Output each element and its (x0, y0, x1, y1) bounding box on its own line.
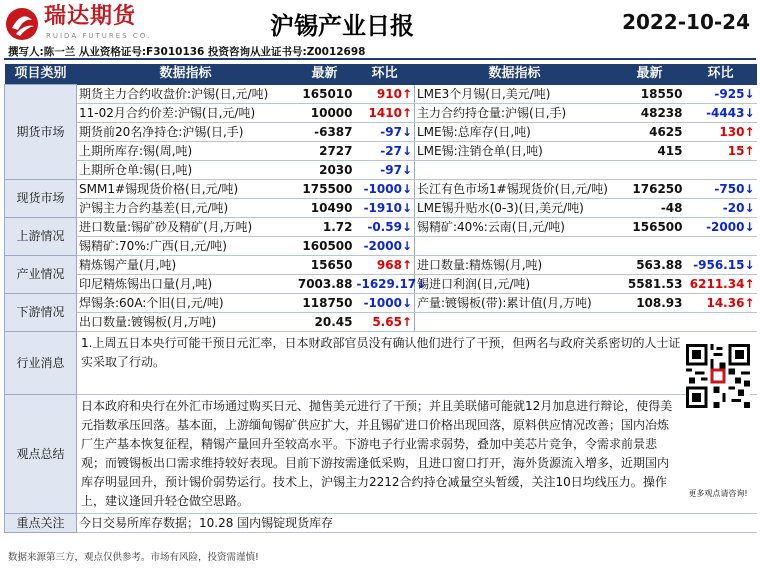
empty-cell (685, 312, 757, 331)
indicator-name: 上期所仓单:锡(日,吨) (77, 160, 295, 179)
indicator-value: 165010 (295, 85, 355, 104)
indicator-name: 进口数量:精炼锡(月,吨) (415, 255, 615, 274)
table-row (5, 293, 757, 312)
indicator-name: 精炼锡产量(月,吨) (77, 255, 295, 274)
indicator-value: 176250 (615, 179, 685, 198)
data-table (4, 64, 757, 533)
indicator-value: -48 (615, 198, 685, 217)
table-row (5, 274, 757, 293)
category-news: 行业消息 (5, 331, 77, 394)
table-row (5, 160, 757, 179)
indicator-name: 锡精矿:40%:云南(日,元/吨) (415, 217, 615, 236)
indicator-change: -1000↓ (355, 179, 415, 198)
empty-cell (415, 312, 615, 331)
table-row (5, 122, 757, 141)
empty-cell (415, 160, 615, 179)
indicator-value: 1.72 (295, 217, 355, 236)
empty-cell (415, 236, 615, 255)
table-row (5, 198, 757, 217)
focus-text: 今日交易所库存数据；10.28 国内锡锭现货库存 (77, 513, 757, 532)
indicator-name: LME锡:总库存(日,吨) (415, 122, 615, 141)
indicator-value: 4625 (615, 122, 685, 141)
indicator-change: -0.59↓ (355, 217, 415, 236)
indicator-change: -2000↓ (355, 236, 415, 255)
logo-name: 瑞达期货 (44, 4, 137, 29)
indicator-change: -27↓ (355, 141, 415, 160)
indicator-name: 长江有色市场1#锡现货价(日,元/吨) (415, 179, 615, 198)
indicator-name: 期货主力合约收盘价:沪锡(日,元/吨) (77, 85, 295, 104)
view-row (5, 394, 757, 513)
category-upstream: 上游情况 (5, 217, 77, 255)
news-text: 1.上周五日本央行可能干预日元汇率，日本财政部官员没有确认他们进行了干预，但两名与政府关系密切的人士证实采取了行动。 (77, 331, 685, 394)
indicator-name: 锡进口利润(日,元/吨) (415, 274, 615, 293)
indicator-value: 10000 (295, 103, 355, 122)
indicator-change: 5.65↑ (355, 312, 415, 331)
indicator-change: -2000↓ (685, 217, 757, 236)
indicator-name: 主力合约持仓量:沪锡(日,手) (415, 103, 615, 122)
logo-english: RUIDA FUTURES CO. (46, 32, 152, 40)
indicator-value: 563.88 (615, 255, 685, 274)
indicator-value: 2727 (295, 141, 355, 160)
ruida-logo-icon (4, 6, 40, 42)
header-latest-2: 最新 (615, 64, 685, 85)
header-change-2: 环比 (685, 64, 757, 85)
indicator-change: -97↓ (355, 122, 415, 141)
indicator-name: 焊锡条:60A:个旧(日,元/吨) (77, 293, 295, 312)
indicator-value: 15650 (295, 255, 355, 274)
indicator-change: -750↓ (685, 179, 757, 198)
category-focus: 重点关注 (5, 513, 77, 532)
news-row (5, 331, 757, 394)
indicator-change: -1629.17↓ (355, 274, 415, 293)
disclaimer-footer: 数据来源第三方，观点仅供参考。市场有风险，投资需谨慎! (8, 552, 259, 563)
indicator-name: 沪锡主力合约基差(日,元/吨) (77, 198, 295, 217)
indicator-change: -1910↓ (355, 198, 415, 217)
indicator-change: 968↑ (355, 255, 415, 274)
indicator-name: LME锡:注销仓单(日,吨) (415, 141, 615, 160)
view-text: 日本政府和央行在外汇市场通过购买日元、抛售美元进行了干预；并且美联储可能就12月加息进行辩论，使得美元指数承压回落。基本面，上游缅甸锡矿供应扩大，并且锡矿进口价格出现回落，原料供应情况改善；国内冶炼厂生产基本恢复征程，精锡产量回升至较高水平。下游电子行业需求弱势，叠加中美芯片竞争，令需求前景悲观；而镀锡板出口需求维持较好表现。目前下游按需逢低采购，且进口窗口打开，海外货源流入增多，近期国内库存明显回升，预计锡价弱势运行。技术上，沪锡主力2212合约持仓减量空头暂缓，关注10日均线压力。操作上，建议逢回升轻仓做空思路。 (77, 394, 685, 513)
indicator-value: 48238 (615, 103, 685, 122)
indicator-value: 10490 (295, 198, 355, 217)
header-indicator-2: 数据指标 (415, 64, 615, 85)
table-row (5, 85, 757, 104)
table-row (5, 103, 757, 122)
indicator-name: LME3个月锡(日,美元/吨) (415, 85, 615, 104)
indicator-change: -925↓ (685, 85, 757, 104)
indicator-name: 进口数量:锡矿砂及精矿(月,万吨) (77, 217, 295, 236)
category-downstream: 下游情况 (5, 293, 77, 331)
indicator-value: 7003.88 (295, 274, 355, 293)
indicator-value: 18550 (615, 85, 685, 104)
report-date: 2022-10-24 (622, 10, 750, 34)
category-spot: 现货市场 (5, 179, 77, 217)
indicator-value: -6387 (295, 122, 355, 141)
category-view: 观点总结 (5, 394, 77, 513)
header-category: 项目类别 (5, 64, 77, 85)
indicator-change: 14.36↑ (685, 293, 757, 312)
indicator-value: 118750 (295, 293, 355, 312)
header-divider (4, 58, 756, 60)
indicator-change: -20↓ (685, 198, 757, 217)
focus-row (5, 513, 757, 532)
category-industry: 产业情况 (5, 255, 77, 293)
page-title: 沪锡产业日报 (270, 12, 414, 40)
indicator-name: 产量:镀锡板(带):累计值(月,万吨) (415, 293, 615, 312)
indicator-change: -1000↓ (355, 293, 415, 312)
table-row (5, 217, 757, 236)
indicator-name: 11-02月合约价差:沪锡(日,元/吨) (77, 103, 295, 122)
indicator-change: 1410↑ (355, 103, 415, 122)
indicator-name: 印尼精炼锡出口量(月,吨) (77, 274, 295, 293)
indicator-value: 2030 (295, 160, 355, 179)
indicator-name: 上期所库存:锡(周,吨) (77, 141, 295, 160)
indicator-name: SMM1#锡现货价格(日,元/吨) (77, 179, 295, 198)
table-row (5, 179, 757, 198)
indicator-change: 910↑ (355, 85, 415, 104)
indicator-value: 175500 (295, 179, 355, 198)
indicator-change: -4443↓ (685, 103, 757, 122)
empty-cell (615, 160, 685, 179)
author-line: 撰写人:陈一兰 从业资格证号:F3010136 投资咨询从业证书号:Z0012698 (8, 46, 366, 58)
header-latest: 最新 (295, 64, 355, 85)
indicator-change: 130↑ (685, 122, 757, 141)
indicator-value: 415 (615, 141, 685, 160)
empty-cell (685, 160, 757, 179)
indicator-value: 108.93 (615, 293, 685, 312)
table-row (5, 141, 757, 160)
indicator-value: 5581.53 (615, 274, 685, 293)
category-futures: 期货市场 (5, 85, 77, 180)
indicator-value: 160500 (295, 236, 355, 255)
qr-caption: 更多观点请咨询! (688, 489, 748, 498)
indicator-name: 期货前20名净持仓:沪锡(日,手) (77, 122, 295, 141)
header-indicator: 数据指标 (77, 64, 295, 85)
table-row (5, 312, 757, 331)
header-change: 环比 (355, 64, 415, 85)
table-header (5, 64, 757, 85)
indicator-change: -97↓ (355, 160, 415, 179)
indicator-change: 15↑ (685, 141, 757, 160)
indicator-change: 6211.34↑ (685, 274, 757, 293)
indicator-name: 锡精矿:70%:广西(日,元/吨) (77, 236, 295, 255)
table-row (5, 255, 757, 274)
empty-cell (615, 312, 685, 331)
empty-cell (615, 236, 685, 255)
qr-code-icon (686, 344, 750, 408)
empty-cell (685, 236, 757, 255)
indicator-value: 156500 (615, 217, 685, 236)
table-row (5, 236, 757, 255)
indicator-value: 20.45 (295, 312, 355, 331)
indicator-name: 出口数量:镀锡板(月,万吨) (77, 312, 295, 331)
indicator-name: LME锡升贴水(0-3)(日,美元/吨) (415, 198, 615, 217)
indicator-change: -956.15↓ (685, 255, 757, 274)
